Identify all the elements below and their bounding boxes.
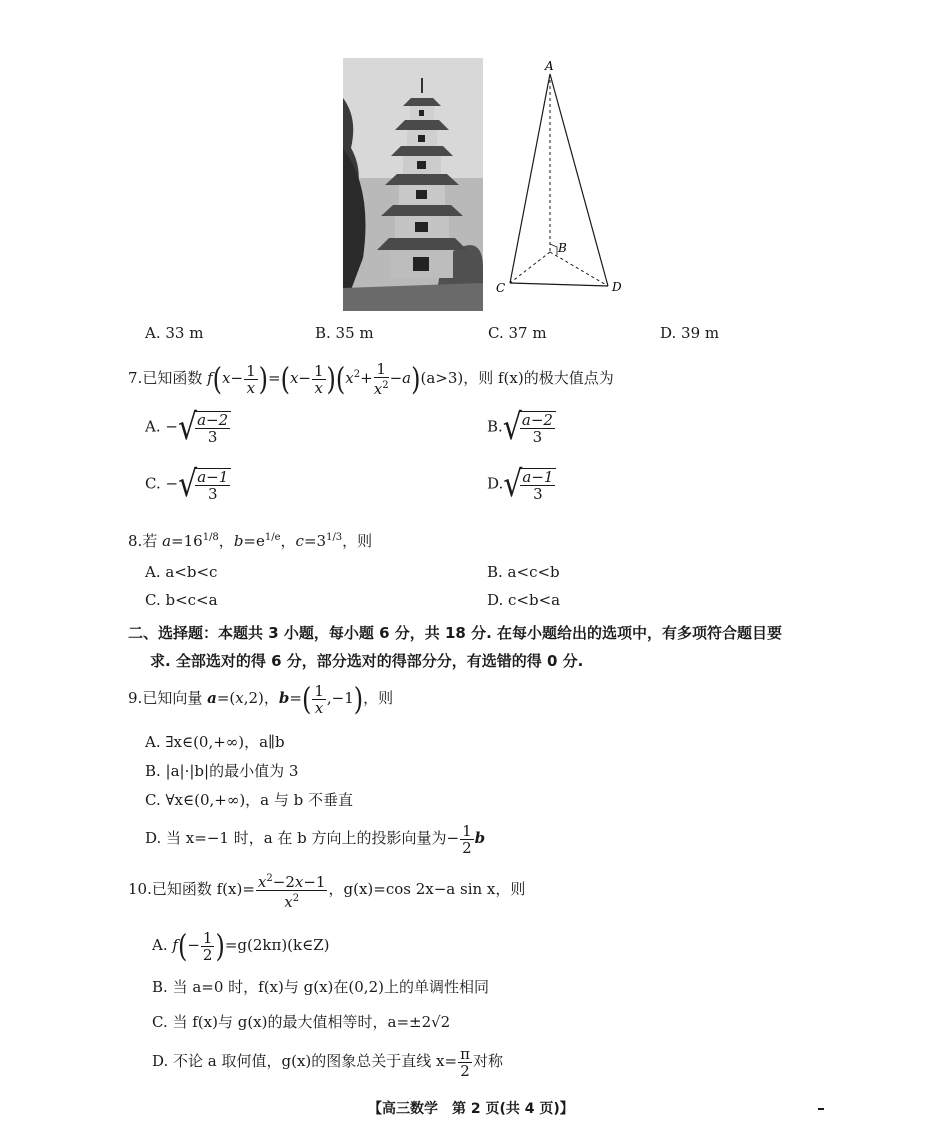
- edge-ac: [510, 74, 550, 283]
- q9-stem: 9.已知向量 a=(x,2)，b=( $\frac{1}{x}$ ,−1)，则: [128, 680, 394, 718]
- q10-number: 10.: [128, 880, 152, 898]
- q10-option-c: C. 当 f(x)与 g(x)的最大值相等时，a=±2√2: [152, 1013, 451, 1031]
- edge-bd: [550, 252, 608, 286]
- q8-option-a: A. a<b<c: [145, 563, 218, 581]
- label-d: D: [612, 280, 622, 294]
- q7-stem: 7.已知函数 f(x− $\frac{1}{x}$ )=(x− $\frac{1}{x}$ )($x^2+$ $\frac{1}{x^2}$ −a)(a>3)，则 f(x)的极大值点为: [128, 360, 614, 398]
- pagoda-photo: [343, 58, 483, 311]
- q8-option-b: B. a<c<b: [487, 563, 560, 581]
- q9-option-a: A. ∃x∈(0,+∞)，a∥b: [145, 733, 285, 751]
- page-footer: 【高三数学 第 2 页(共 4 页)】: [368, 1101, 574, 1117]
- q8-stem: 8.若 $a=16^{1/8}$，$b=e^{1/e}$，$c=3^{1/3}$，则: [128, 532, 373, 550]
- edge-cd: [510, 283, 608, 286]
- q7-stem-pre: 已知函数: [142, 369, 208, 387]
- right-angle-mark: [550, 244, 557, 255]
- q7-option-b: B.√ $\frac{a-2}{3}$: [487, 410, 556, 445]
- q10-stem: 10.已知函数 f(x)= $\frac{x^2-2x-1}{x^2}$ ，g(x)=cos 2x−a sin x，则: [128, 872, 526, 911]
- label-c: C: [496, 281, 506, 295]
- q9-number: 9.: [128, 689, 143, 707]
- q7-option-a: A. −√ $\frac{a-2}{3}$: [145, 410, 231, 445]
- q8-option-c: C. b<c<a: [145, 591, 218, 609]
- pagoda-photo-drawing: [343, 58, 483, 311]
- q8-stem-post: ，则: [342, 532, 373, 550]
- q9-option-d: D. 当 x=−1 时，a 在 b 方向上的投影向量为− $\frac{1}{2}$ b: [145, 821, 486, 857]
- q10-option-b: B. 当 a=0 时，f(x)与 g(x)在(0,2)上的单调性相同: [152, 978, 489, 996]
- q7-option-d: D.√ $\frac{a-1}{3}$: [487, 467, 556, 502]
- q6-option-b: B. 35 m: [315, 324, 374, 342]
- q7-number: 7.: [128, 369, 143, 387]
- q10-option-d: D. 不论 a 取何值，g(x)的图象总关于直线 x= $\frac{\pi}{2}$ 对称: [152, 1044, 503, 1080]
- label-b: B: [558, 241, 567, 255]
- q10-option-a: A. f(− $\frac{1}{2}$ )=g(2kπ)(k∈Z): [152, 927, 330, 965]
- q6-option-a: A. 33 m: [145, 324, 204, 342]
- q9-option-c: C. ∀x∈(0,+∞)，a 与 b 不垂直: [145, 791, 354, 809]
- q6-option-d: D. 39 m: [660, 324, 720, 342]
- q8-option-d: D. c<b<a: [487, 591, 561, 609]
- section2-line2: 求. 全部选对的得 6 分，部分选对的得部分分，有选错的得 0 分.: [150, 652, 584, 670]
- corner-mark: [818, 1108, 824, 1110]
- q6-option-c: C. 37 m: [488, 324, 547, 342]
- q8-number: 8.: [128, 532, 143, 550]
- pyramid-diagram: [490, 56, 635, 301]
- q7-option-c: C. −√ $\frac{a-1}{3}$: [145, 467, 231, 502]
- q9-option-b: B. |a|·|b|的最小值为 3: [145, 762, 299, 780]
- section2-line1: 二、选择题：本题共 3 小题，每小题 6 分，共 18 分. 在每小题给出的选项中，有多项符合题目要: [128, 624, 783, 642]
- q7-stem-post: (a>3)，则 f(x)的极大值点为: [420, 369, 614, 387]
- edge-bc: [510, 252, 550, 283]
- label-a: A: [545, 59, 554, 73]
